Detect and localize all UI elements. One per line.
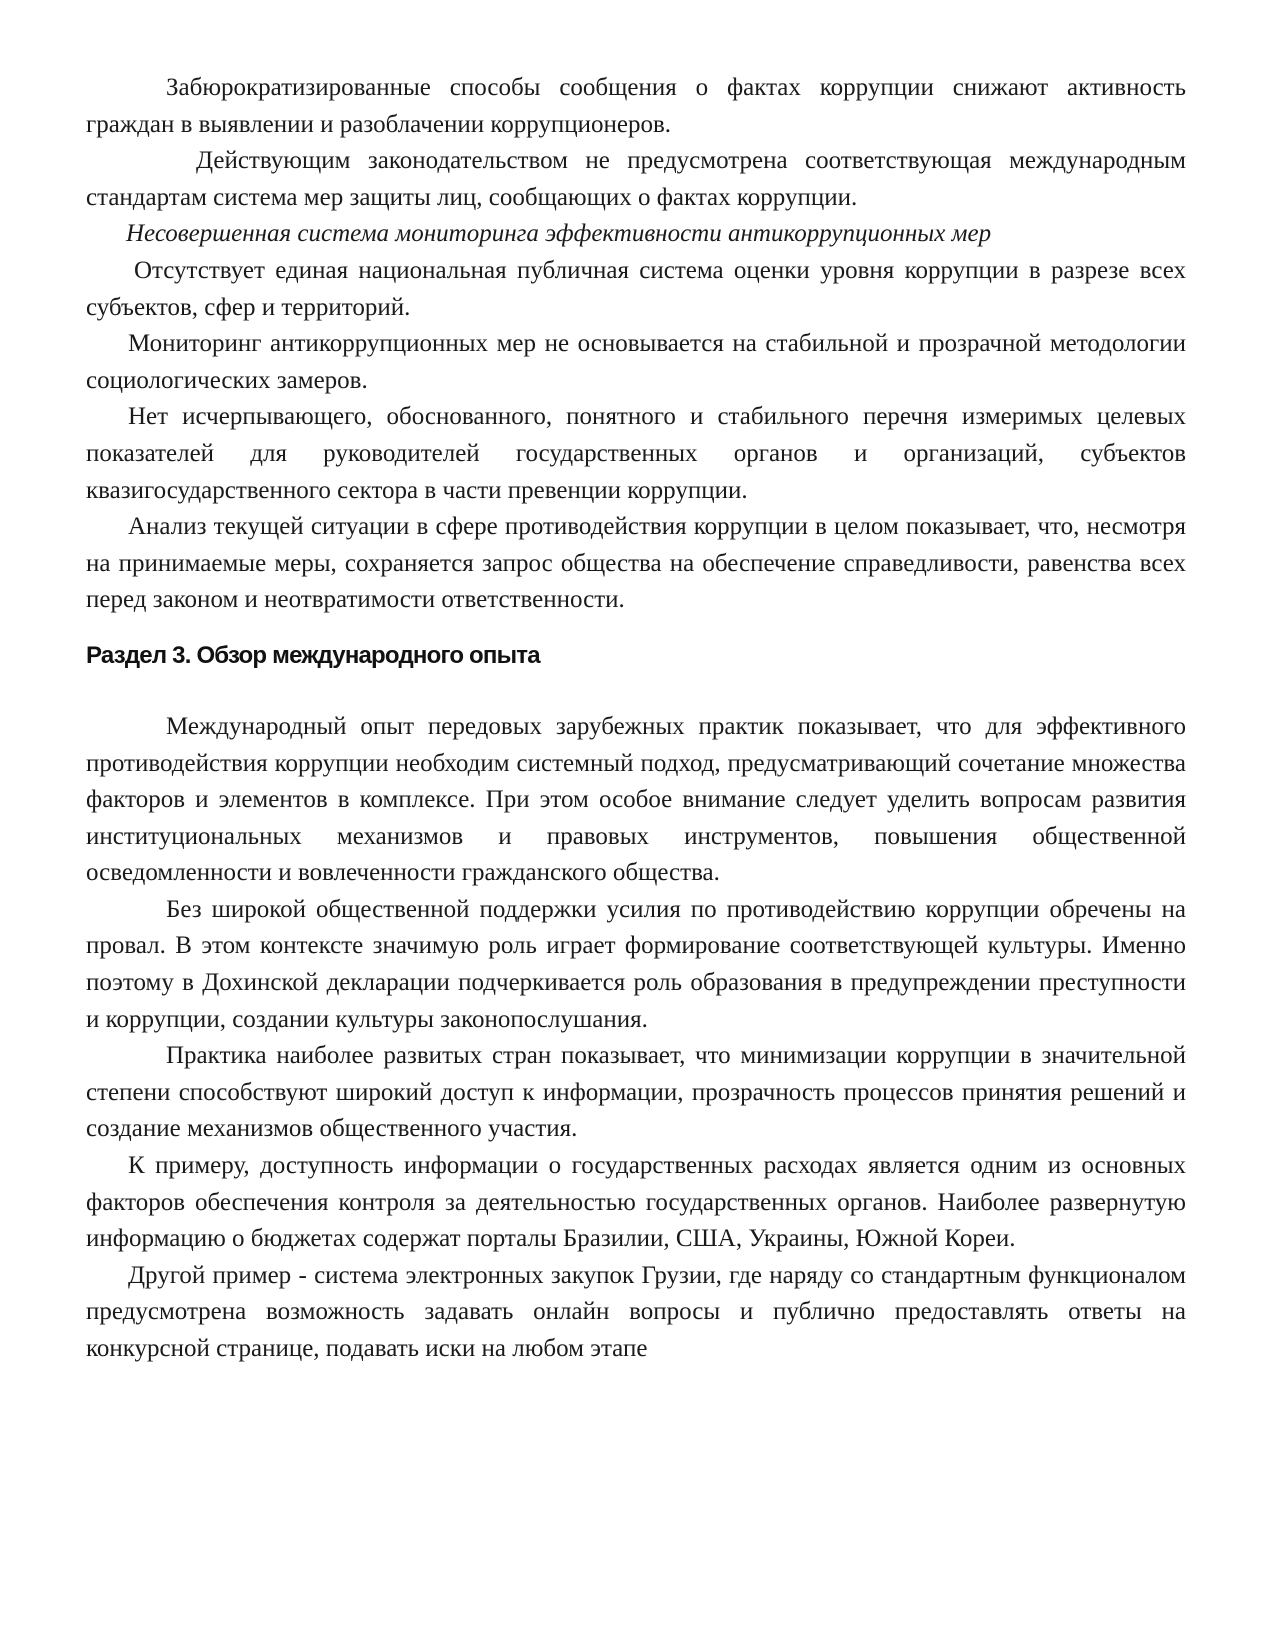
subheading-monitoring: Несовершенная система мониторинга эффективности антикоррупционных мер (126, 220, 992, 248)
paragraph-international-experience: Международный опыт передовых зарубежных практик показывает, что для эффективного противодействия коррупции необходим системный подход, предусматривающий сочетание множества факторов и элементов в комплексе. При этом особое внимание следует уделить вопросам развития институциональных механизмов и правовых инструментов, повышения общественной осведомленности и вовлеченности гражданского общества. (86, 712, 1186, 887)
document-page (86, 70, 1186, 1368)
paragraph-bureaucratic-reporting: Забюрократизированные способы сообщения о фактах коррупции снижают активность граждан в выявлении и разоблачении коррупционеров. (86, 74, 1186, 138)
paragraph-whistleblower-protection: Действующим законодательством не предусмотрена соответствующая международным стандартам система мер защиты лиц, сообщающих о фактах коррупции. (86, 147, 1186, 211)
paragraph-georgia-procurement: Другой пример - система электронных закупок Грузии, где наряду со стандартным функционалом предусмотрена возможность задавать онлайн вопросы и публично предоставлять ответы на конкурсной странице, подавать иски на любом этапе (86, 1261, 1186, 1362)
paragraph-developed-countries: Практика наиболее развитых стран показывает, что минимизации коррупции в значительной степени способствуют широкий доступ к информации, прозрачность процессов принятия решений и создание механизмов общественного участия. (86, 1042, 1186, 1143)
paragraph-no-national-system: Отсутствует единая национальная публичная система оценки уровня коррупции в разрезе всех субъектов, сфер и территорий. (86, 256, 1186, 321)
paragraph-monitoring-methodology: Мониторинг антикоррупционных мер не основывается на стабильной и прозрачной методологии социологических замеров. (86, 330, 1186, 394)
section-heading: Раздел 3. Обзор международного опыта (86, 641, 540, 669)
paragraph-public-support: Без широкой общественной поддержки усилия по противодействию коррупции обречены на провал. В этом контексте значимую роль играет формирование соответствующей культуры. Именно поэтому в Дохинской декларации подчеркивается роль образования в предупреждении преступности и коррупции, создании культуры законопослушания. (86, 895, 1186, 1033)
paragraph-budget-transparency: К примеру, доступность информации о государственных расходах является одним из основных факторов обеспечения контроля за деятельностью государственных органов. Наиболее развернутую информацию о бюджетах содержат порталы Бразилии, США, Украины, Южной Кореи. (86, 1152, 1186, 1253)
paragraph-situation-analysis: Анализ текущей ситуации в сфере противодействия коррупции в целом показывает, что, несмотря на принимаемые меры, сохраняется запрос общества на обеспечение справедливости, равенства всех перед законом и неотвратимости ответственности. (86, 513, 1186, 614)
paragraph-target-indicators: Нет исчерпывающего, обоснованного, понятного и стабильного перечня измеримых целевых показателей для руководителей государственных органов и организаций, субъектов квазигосударственного сектора в части превенции коррупции. (86, 403, 1186, 504)
